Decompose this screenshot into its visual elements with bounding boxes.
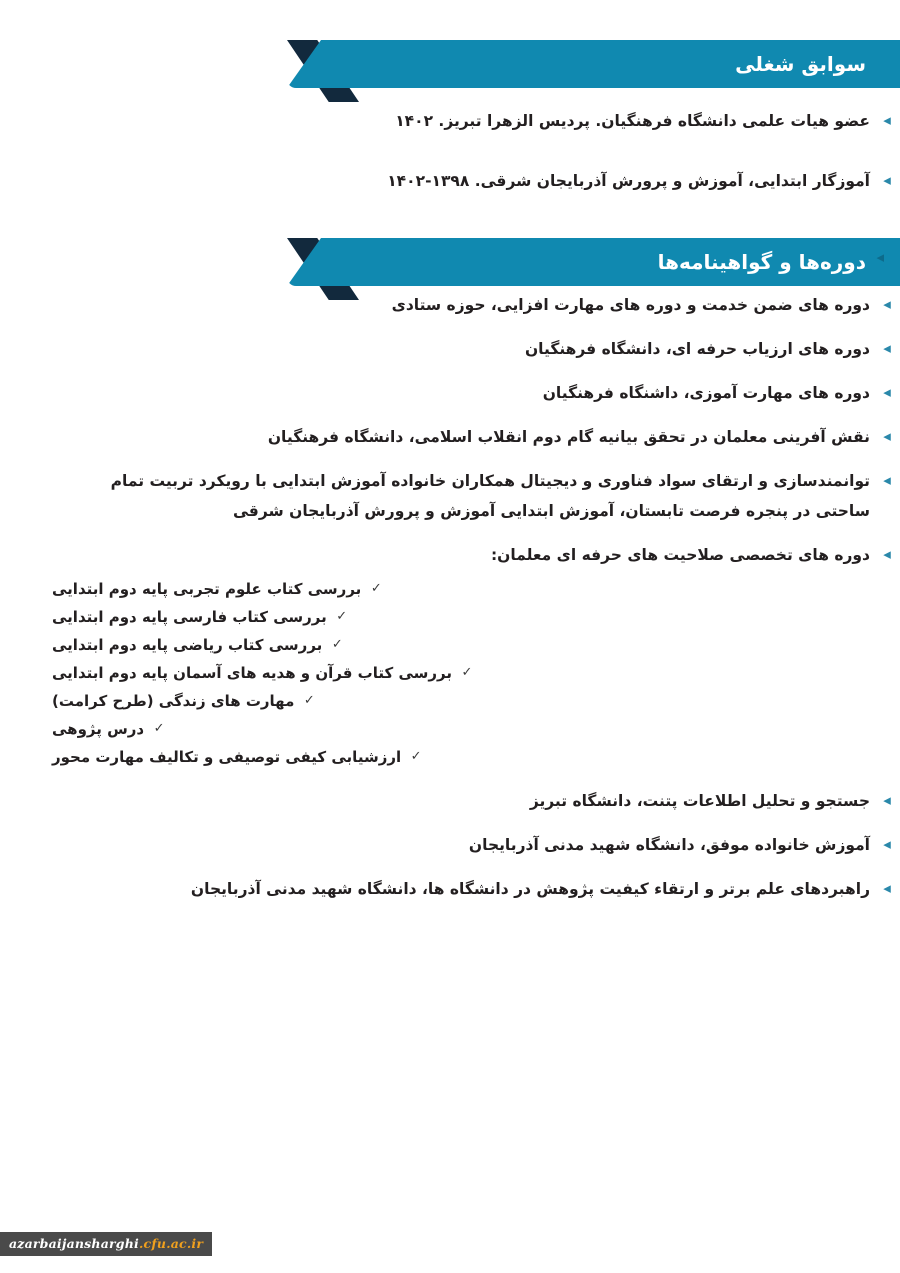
list-item-text: آموزش خانواده موفق، دانشگاه شهید مدنی آذربایجان	[468, 836, 870, 854]
check-icon: ✓	[370, 581, 382, 596]
section-header-banner	[0, 40, 900, 88]
list-item-text: نقش آفرینی معلمان در تحقق بیانیه گام دوم انقلاب اسلامی، دانشگاه فرهنگیان	[267, 428, 870, 446]
check-list-item-text: بررسی کتاب علوم تجربی پایه دوم ابتدایی	[52, 580, 362, 598]
list-item-text: دوره های تخصصی صلاحیت های حرفه ای معلمان:	[490, 546, 870, 564]
list-item	[0, 106, 900, 136]
list-item	[0, 874, 900, 904]
check-list-item-text: مهارت های زندگی (طرح کرامت)	[52, 692, 295, 710]
section-title-courses-certificates: دوره‌ها و گواهینامه‌ها	[657, 250, 866, 274]
section-work-experience	[0, 0, 900, 196]
section-body-work-experience	[0, 88, 900, 196]
list-item-text: دوره های مهارت آموزی، داشنگاه فرهنگیان	[542, 384, 870, 402]
list-item	[0, 334, 900, 364]
bullet-arrow-icon: ◂	[883, 835, 891, 853]
check-list-item	[52, 632, 900, 658]
check-sub-list	[0, 576, 900, 770]
bullet-arrow-icon: ◂	[883, 879, 891, 897]
bullet-arrow-icon: ◂	[883, 545, 891, 563]
section-header-banner	[0, 238, 900, 286]
check-list-item-text: بررسی کتاب فارسی پایه دوم ابتدایی	[52, 608, 327, 626]
list-item-text: عضو هیات علمی دانشگاه فرهنگیان. پردیس الزهرا تبریز. ۱۴۰۲	[395, 112, 870, 130]
section-body-courses-certificates	[0, 286, 900, 904]
bullet-arrow-icon: ◂	[883, 339, 891, 357]
watermark-domain-primary: azarbaijansharghi	[9, 1236, 139, 1251]
bullet-arrow-icon: ◂	[883, 427, 891, 445]
check-list-item	[52, 744, 900, 770]
check-icon: ✓	[153, 721, 165, 736]
check-list-item-text: ارزشیابی کیفی توصیفی و تکالیف مهارت محور	[52, 748, 402, 766]
list-item-text: دوره های ضمن خدمت و دوره های مهارت افزایی، حوزه ستادی	[391, 296, 870, 314]
check-list-item	[52, 660, 900, 686]
bullet-arrow-icon: ◂	[883, 295, 891, 313]
list-item	[0, 466, 900, 526]
list-item	[0, 166, 900, 196]
list-item	[0, 290, 900, 320]
check-list-item	[52, 604, 900, 630]
check-icon: ✓	[461, 665, 473, 680]
list-item-text: راهبردهای علم برتر و ارتقاء کیفیت پژوهش در دانشگاه ها، دانشگاه شهید مدنی آذربایجان	[190, 880, 870, 898]
list-item-text: جستجو و تحلیل اطلاعات پتنت، دانشگاه تبریز	[529, 792, 870, 810]
bullet-arrow-icon: ◂	[883, 383, 891, 401]
list-item-text: آموزگار ابتدایی، آموزش و پرورش آذربایجان شرقی. ۱۳۹۸-۱۴۰۲	[387, 172, 870, 190]
site-watermark	[0, 1232, 212, 1256]
check-icon: ✓	[331, 637, 343, 652]
check-icon: ✓	[336, 609, 348, 624]
section-title-work-experience: سوابق شغلی	[735, 52, 866, 76]
list-item	[0, 830, 900, 860]
bullet-arrow-icon: ◂	[883, 171, 891, 189]
check-list-item-text: بررسی کتاب ریاضی پایه دوم ابتدایی	[52, 636, 323, 654]
check-list-item-text: درس پژوهی	[52, 720, 145, 738]
list-item	[0, 422, 900, 452]
check-icon: ✓	[303, 693, 315, 708]
check-list-item-text: بررسی کتاب قرآن و هدیه های آسمان پایه دوم ابتدایی	[52, 664, 452, 682]
list-item	[0, 786, 900, 816]
bullet-arrow-icon: ◂	[883, 471, 891, 489]
check-list-item	[52, 576, 900, 602]
bullet-arrow-icon: ◂	[883, 111, 891, 129]
check-list-item	[52, 716, 900, 742]
list-item-text: دوره های ارزیاب حرفه ای، دانشگاه فرهنگیان	[524, 340, 870, 358]
list-item	[0, 378, 900, 408]
banner-ghost-bullet-icon: ◂	[876, 248, 884, 266]
list-item-group-heading	[0, 540, 900, 570]
list-item-text: توانمندسازی و ارتقای سواد فناوری و دیجیتال همکاران خانواده آموزش ابتدایی با رویکرد تربیت تمام ساحتی در پنجره فرصت تابستان، آموزش ابتدایی آموزش و پرورش آذربایجان شرقی	[110, 472, 870, 520]
check-list-item	[52, 688, 900, 714]
check-icon: ✓	[410, 749, 422, 764]
watermark-domain-accent: .cfu.ac.ir	[138, 1236, 204, 1251]
section-courses-certificates	[0, 196, 900, 904]
bullet-arrow-icon: ◂	[883, 791, 891, 809]
